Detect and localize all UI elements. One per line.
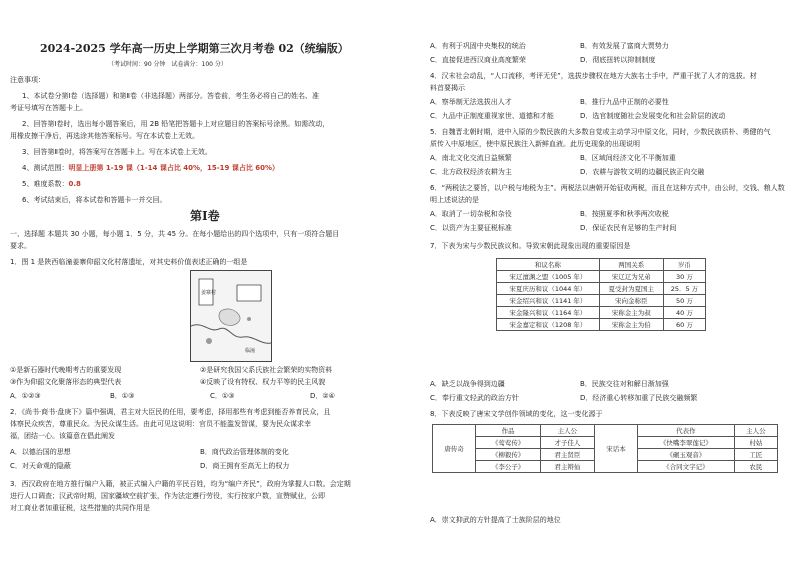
q7-table: [496, 258, 706, 331]
q5-line-a: 5．自魏晋北朝时期，进中入原的少数民族的大多数自觉或主动学习中原文化，同时，少数民族质朴、勇健的气: [430, 128, 771, 136]
q7-choice-c[interactable]: C．奉行重文轻武的政治方针: [430, 394, 519, 402]
q3-line-b: 进行人口调查；汉武帝时期，国家疆域空前扩张，作为法定遵行劳役，实行按家户数，宣赞赋业，公即: [10, 492, 325, 500]
q8-header-protagonist-2: 主人公: [734, 425, 777, 437]
q7-stem: 7．下表为宋与少数民族议和。导致宋朝此现象出现的重要原因是: [430, 242, 631, 250]
table-cell: 《合同文字记》: [638, 461, 734, 473]
exam-subtitle: （考试时间：90 分钟 试卷满分：100 分）: [108, 61, 227, 68]
q8-group-tang: 唐传奇: [433, 425, 476, 473]
note-3: 3、回答第Ⅱ卷时，将答案写在答题卡上。写在本试卷上无效。: [22, 148, 212, 156]
table-cell: 君主贤臣: [540, 449, 594, 461]
q4-choice-a[interactable]: A．察举制无法选拔出人才: [430, 98, 512, 106]
q5-choice-b[interactable]: B．区域间经济文化不平衡加重: [580, 154, 676, 162]
table-cell: 君主辩仙: [540, 461, 594, 473]
notes-heading: 注意事项：: [10, 76, 45, 84]
q5-choice-a[interactable]: A．南北文化交流日益频繁: [430, 154, 512, 162]
page-title: 2024-2025 学年高一历史上学期第三次月考卷 02（统编版）: [40, 42, 349, 55]
q8-table: [432, 424, 778, 473]
table-cell: 宋金绍兴和议（1141 年）: [497, 295, 600, 307]
q5-line-b: 质传入中原地区，使中原民族注入新鲜血液。此历史现象的出现说明: [430, 140, 640, 148]
q8-group-song: 宋话本: [594, 425, 637, 473]
table-cell: 才子佳人: [540, 437, 594, 449]
note-2a: 2、回答第Ⅰ卷时，选出每小题答案后，用 2B 铅笔把答题卡上对应题目的答案标号涂黑。如需改动，: [22, 120, 330, 128]
q6-choice-d[interactable]: D．保证农民有足够的生产时间: [580, 224, 677, 232]
table-cell: 宋称金主为伯: [599, 319, 663, 331]
q3-choice-d[interactable]: D．彻底扭转以抑制制度: [580, 56, 656, 64]
q7-choice-b[interactable]: B．民族交往对和解日渐加强: [580, 380, 669, 388]
table-cell: 宋向金称臣: [599, 295, 663, 307]
table-cell: 夏受封为夏国主: [599, 283, 663, 295]
note-6: 6、考试结束后，将本试卷和答题卡一并交回。: [22, 196, 167, 204]
table-cell: 《碾玉观音》: [638, 449, 734, 461]
q1-choice-a[interactable]: A．①②③: [10, 392, 41, 400]
right-column: [420, 0, 794, 562]
table-cell: 村姑: [734, 437, 777, 449]
map-label-place: 临潼: [245, 348, 256, 354]
note-2b: 用橡皮擦干净后，再选涂其他答案标号。写在本试卷上无效。: [10, 132, 199, 140]
q7-header-tribute: 岁币: [663, 259, 705, 271]
q5-choice-d[interactable]: D．农耕与游牧文明的边疆民族正向交融: [580, 168, 705, 176]
note-1a: 1、本试卷分第Ⅰ卷（选择题）和第Ⅱ卷（非选择题）两部分。答卷前，考生务必将自己的姓名、准: [22, 92, 319, 100]
q1-choice-b[interactable]: B．①③: [110, 392, 135, 400]
table-row: [497, 295, 706, 307]
intro-line-b: 要求。: [10, 242, 31, 250]
q1-choice-d[interactable]: D．②④: [310, 392, 335, 400]
q6-choice-c[interactable]: C．以资产为主要征税标准: [430, 224, 512, 232]
q7-header-name: 和议名称: [497, 259, 600, 271]
q2-choice-c[interactable]: C．对天命观的隐蔽: [10, 462, 71, 470]
q2-choice-a[interactable]: A．以德治国的思想: [10, 448, 71, 456]
table-row: [497, 271, 706, 283]
table-cell: 宋称金主为叔: [599, 307, 663, 319]
note-5: [22, 180, 81, 189]
q2-line-a: 2．《尚书·商书·盘庚下》篇中强调，君主对大臣民的任用，要考虑，择用那些有考虑到能否养育民众，且: [10, 408, 331, 416]
q2-line-b: 体察民众疾苦，尊重民众。为民众谋生活。由此可见这说明：官员不能滥发智谋，要为民众谋求幸: [10, 420, 311, 428]
table-cell: 30 万: [663, 271, 705, 283]
q1-choice-c[interactable]: C．①③: [210, 392, 235, 400]
table-cell: 60 万: [663, 319, 705, 331]
q3-line-a: 3．西汉政府在地方推行编户入籍，被正式编入户籍的平民百姓，均为“编户齐民”，政府为掌握人口数。会定期: [10, 480, 351, 488]
table-cell: 《快嘴李翠莲记》: [638, 437, 734, 449]
table-row: [497, 307, 706, 319]
q3-choice-b[interactable]: B．有效发展了富商大贾势力: [580, 42, 669, 50]
q8-table-header: [433, 425, 778, 437]
table-cell: 宋辽澶渊之盟（1005 年）: [497, 271, 600, 283]
village-map-drawing: [191, 271, 271, 361]
q8-header-work: 作品: [476, 425, 541, 437]
q2-choice-b[interactable]: B．商代政治管理体制的变化: [200, 448, 289, 456]
q7-header-relation: 两国关系: [599, 259, 663, 271]
q3-choice-a[interactable]: A．有利于巩固中央集权的统治: [430, 42, 526, 50]
map-label-village: 姜寨村: [201, 290, 217, 296]
q2-choice-d[interactable]: D．商王拥有至高无上的权力: [200, 462, 290, 470]
table-cell: 《柳毅传》: [476, 449, 541, 461]
q5-choice-c[interactable]: C．北方政权经济农耕为主: [430, 168, 512, 176]
q8-stem: 8．下表反映了唐宋文学创作领域的变化，这一变化源于: [430, 410, 603, 418]
table-cell: 工匠: [734, 449, 777, 461]
q7-choice-d[interactable]: D．经济重心转移加重了民族交融频繁: [580, 394, 698, 402]
note-1b: 考证号填写在答题卡上。: [10, 104, 87, 112]
q1-opt-3: ③作为仰韶文化聚落形态的典型代表: [10, 378, 122, 386]
q1-opt-4: ④反映了设有特权、权力平等的民主风貌: [200, 378, 326, 386]
q1-opt-2: ②是研究我国父系氏族社会繁荣的实物资料: [200, 366, 333, 374]
q6-choice-a[interactable]: A．取消了一切杂税和杂役: [430, 210, 512, 218]
q1-stem: 1．图 1 是陕西临潼姜寨仰韶文化村落遗址，对其史料价值表述正确的一组是: [10, 258, 248, 266]
q1-village-map: [190, 270, 272, 362]
table-cell: 《李公子》: [476, 461, 541, 473]
q3-choice-c[interactable]: C．直接促进西汉商业高度繁荣: [430, 56, 526, 64]
q6-line-a: 6．“两税法之要旨，以户税与地税为主”。两税法以唐朝开始征收两税，而且在这种方式中，由公时，交钱、粮人数: [430, 184, 785, 192]
q8-header-protagonist: 主人公: [540, 425, 594, 437]
table-cell: 宋金隆兴和议（1164 年）: [497, 307, 600, 319]
table-cell: 宋辽辽为兄弟: [599, 271, 663, 283]
table-cell: 农民: [734, 461, 777, 473]
q6-line-b: 明上述说法的是: [430, 196, 479, 204]
q3-line-c: 对工商业者加重征税，这些措施的共同作用是: [10, 504, 150, 512]
q4-choice-b[interactable]: B．推行九品中正制的必要性: [580, 98, 669, 106]
section-title: 第Ⅰ卷: [190, 209, 220, 223]
q4-line-b: 料首要揭示: [430, 84, 465, 92]
q4-choice-d[interactable]: D．选官制度随社会发展变化和社会阶层的波动: [580, 112, 726, 120]
note-4-prefix: 4、测试范围：: [22, 164, 69, 172]
note-4-range: 明显上册第 1-19 课（1-14 课占比 40%，15-19 课占比 60%）: [68, 164, 280, 172]
table-cell: 50 万: [663, 295, 705, 307]
intro-line-a: 一、选择题 本题共 30 小题，每小题 1．5 分，共 45 分。在每小题给出的四个选项中，只有一项符合题目: [10, 230, 340, 238]
note-5-prefix: 5、难度系数：: [22, 180, 69, 188]
q4-line-a: 4．汉末社会动乱，“人口流移，考评无凭”，选拔步骤权在地方大族名士手中，严重干扰了人才的选拔。材: [430, 72, 757, 80]
table-cell: 《莺莺传》: [476, 437, 541, 449]
q7-table-header: [497, 259, 706, 271]
note-4: [22, 164, 279, 173]
q7-choice-a[interactable]: A．缺乏以战争得到边疆: [430, 380, 505, 388]
q6-choice-b[interactable]: B．按照夏季和秋季两次收税: [580, 210, 669, 218]
table-cell: 宋金嘉定和议（1208 年）: [497, 319, 600, 331]
q8-choice-a[interactable]: A．崇文抑武的方针提高了士族阶层的地位: [430, 516, 561, 524]
table-row: [497, 283, 706, 295]
table-cell: 宋夏庆历和议（1044 年）: [497, 283, 600, 295]
q2-line-c: 福，团结一心。该篇意在倡此阐发: [10, 432, 115, 440]
q4-choice-c[interactable]: C．九品中正制度重视家世、道德和才能: [430, 112, 554, 120]
q8-header-representative: 代表作: [638, 425, 734, 437]
table-row: [497, 319, 706, 331]
table-cell: 25．5 万: [663, 283, 705, 295]
q1-opt-1: ①是新石器时代晚期考古的重要发现: [10, 366, 122, 374]
note-5-value: 0.8: [68, 180, 81, 188]
table-cell: 40 万: [663, 307, 705, 319]
